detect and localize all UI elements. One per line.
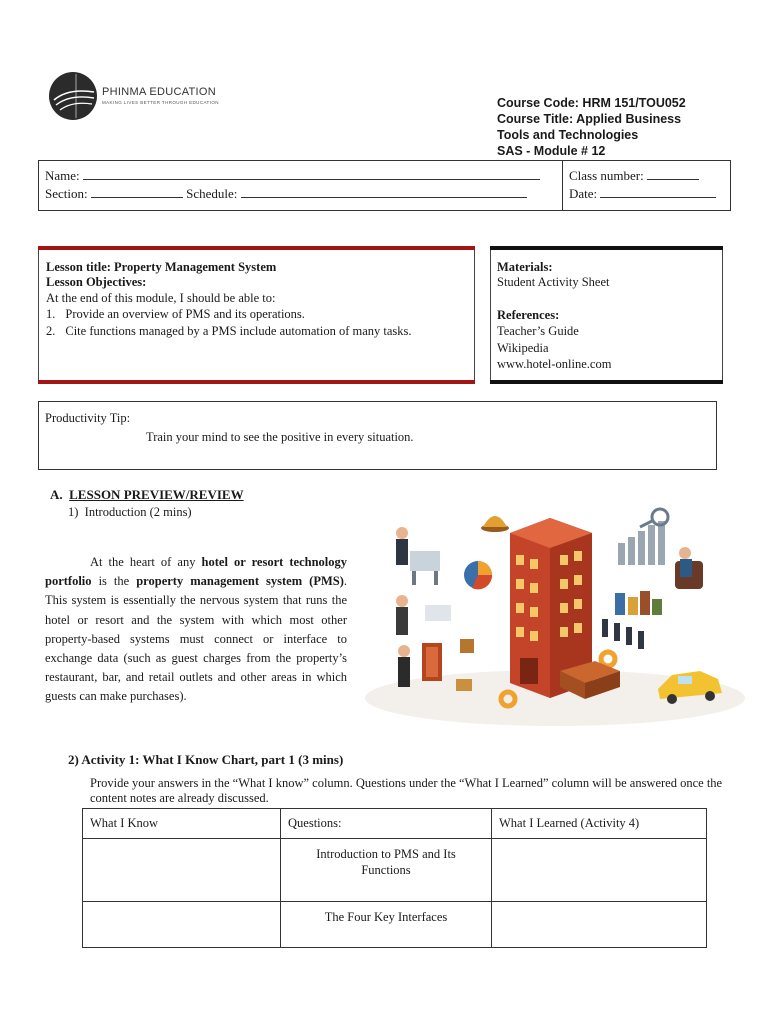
logo-tagline: MAKING LIVES BETTER THROUGH EDUCATION [102, 100, 219, 105]
question-cell: Introduction to PMS and Its Functions [281, 839, 492, 902]
module-number: SAS - Module # 12 [497, 144, 606, 158]
section-a-heading: A. LESSON PREVIEW/REVIEW [50, 487, 244, 502]
date-blank[interactable] [600, 186, 716, 198]
course-info [497, 95, 747, 159]
section-schedule-field [45, 186, 527, 202]
lesson-title: Lesson title: Property Management System [46, 260, 277, 274]
name-blank[interactable] [83, 168, 540, 180]
table-header-row [83, 809, 707, 839]
column-header: What I Learned (Activity 4) [492, 809, 707, 839]
what-i-learned-cell[interactable] [492, 902, 707, 948]
what-i-know-table [82, 808, 707, 948]
table-row [83, 839, 707, 902]
date-label: Date: [569, 186, 598, 201]
reference-item: Teacher’s Guide [497, 324, 579, 338]
name-label: Name: [45, 168, 80, 183]
section-blank[interactable] [91, 186, 183, 198]
lesson-box [38, 246, 475, 384]
class-number-field[interactable] [569, 168, 699, 184]
student-info-box [38, 160, 731, 211]
course-title-line-2: Tools and Technologies [497, 128, 639, 142]
reference-item: Wikipedia [497, 341, 549, 355]
objective-item: 1. Provide an overview of PMS and its operations. [46, 307, 305, 321]
references-heading: References: [497, 308, 560, 322]
section-label: Section: [45, 186, 88, 201]
course-code: Course Code: HRM 151/TOU052 [497, 96, 686, 110]
what-i-learned-cell[interactable] [492, 839, 707, 902]
course-title-line-1: Course Title: Applied Business [497, 112, 682, 126]
activity-1-heading: 2) Activity 1: What I Know Chart, part 1 (3 mins) [68, 752, 344, 767]
name-field[interactable] [45, 168, 540, 184]
schedule-label: Schedule: [186, 186, 238, 201]
schedule-blank[interactable] [241, 186, 527, 198]
class-number-label: Class number: [569, 168, 644, 183]
objectives-intro: At the end of this module, I should be able to: [46, 291, 276, 305]
date-field[interactable] [569, 186, 716, 202]
column-header: Questions: [281, 809, 492, 839]
column-header: What I Know [83, 809, 281, 839]
class-number-blank[interactable] [647, 168, 699, 180]
hotel-pms-illustration [360, 493, 753, 735]
activity-instructions: Provide your answers in the “What I know” column. Questions under the “What I Learned” column will be answered once the content notes are already discussed. [90, 776, 723, 805]
materials-box [490, 246, 723, 384]
table-row [83, 902, 707, 948]
tip-text: Train your mind to see the positive in every situation. [146, 430, 414, 444]
what-i-know-cell[interactable] [83, 839, 281, 902]
objectives-heading: Lesson Objectives: [46, 275, 147, 289]
intro-paragraph: At the heart of any hotel or resort technology portfolio is the property management system (PMS). This system is essentially the nervous system that runs the hotel or resort and the system with which most other property-based systems must connect or interface to exchange data (such as guest charges from the property’s restaurant, bar, and retail outlets and other areas in which guests can make purchases). [45, 555, 348, 704]
logo-name: PHINMA EDUCATION [102, 86, 216, 98]
material-item: Student Activity Sheet [497, 275, 610, 289]
question-cell: The Four Key Interfaces [281, 902, 492, 948]
introduction-label: 1) Introduction (2 mins) [68, 505, 192, 519]
reference-item: www.hotel-online.com [497, 357, 612, 371]
what-i-know-cell[interactable] [83, 902, 281, 948]
objective-item: 2. Cite functions managed by a PMS include automation of many tasks. [46, 324, 412, 338]
tip-label: Productivity Tip: [45, 411, 131, 425]
materials-heading: Materials: [497, 260, 553, 274]
productivity-tip-box [38, 401, 717, 470]
